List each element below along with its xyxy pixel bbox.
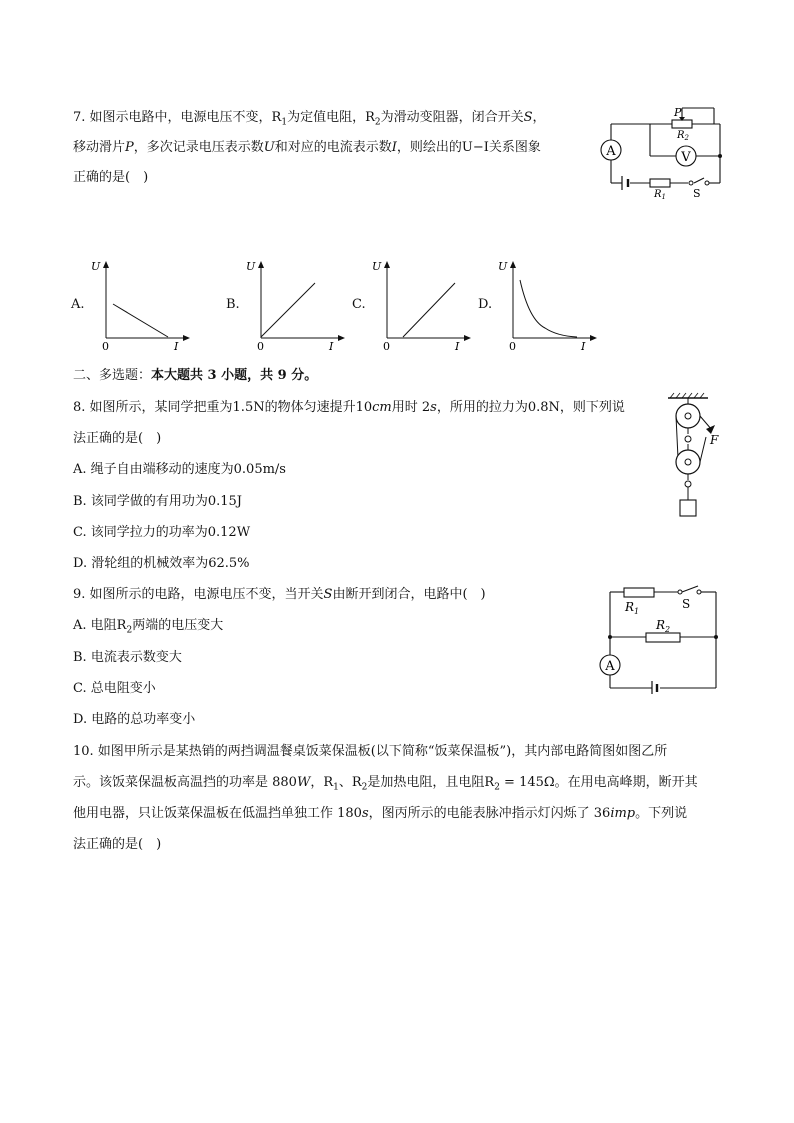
q7-circuit-diagram [596, 100, 728, 200]
svg-text:S: S [682, 597, 691, 611]
q7-line-3: 正确的是( ) [73, 170, 149, 185]
svg-text:I: I [329, 340, 334, 353]
svg-text:A: A [605, 659, 615, 674]
svg-text:0: 0 [102, 340, 109, 353]
q9-circuit-diagram [594, 582, 724, 694]
svg-text:U: U [372, 260, 382, 273]
q7-option-d-label[interactable]: D. [478, 297, 493, 312]
svg-text:A: A [606, 144, 616, 159]
q8-option-c[interactable]: C. 该同学拉力的功率为0.12W [73, 525, 251, 540]
q7-option-d-graph[interactable] [495, 258, 600, 353]
q10-line-2: 示。该饭菜保温板高温挡的功率是 880W，$R_1$、$R_2$是加热电阻，且电阻$R_2 = 145\Omega$。在用电高峰期，断开其 [73, 775, 698, 793]
svg-text:P: P [674, 106, 682, 119]
q7-line-2: 移动滑片P，多次记录电压表示数U和对应的电流表示数I，则绘出的U−I关系图象 [73, 140, 541, 155]
q8-line-1: 8. 如图所示，某同学把重为1.5N的物体匀速提升10cm用时 2s，所用的拉力为0.8N，则下列说 [73, 400, 625, 415]
q10-line-1: 10. 如图甲所示是某热销的两挡调温餐桌饭菜保温板(以下简称“饭菜保温板”)，其内部电路简图如图乙所 [73, 744, 668, 759]
q7-option-c-label[interactable]: C. [352, 297, 366, 312]
fixed-pulley-icon [676, 404, 700, 428]
svg-text:I: I [581, 340, 586, 353]
q8-pulley-diagram [660, 392, 730, 522]
svg-text:F: F [710, 433, 719, 447]
q8-option-a[interactable]: A. 绳子自由端移动的速度为0.05m/s [73, 462, 286, 477]
q7-option-b-graph[interactable] [243, 258, 348, 353]
svg-text:I: I [174, 340, 179, 353]
q7-option-a-label[interactable]: A. [71, 297, 85, 312]
weight-block [680, 500, 696, 516]
q9-option-c[interactable]: C. 总电阻变小 [73, 681, 156, 696]
q8-option-b[interactable]: B. 该同学做的有用功为0.15J [73, 494, 242, 509]
svg-text:U: U [498, 260, 508, 273]
svg-text:U: U [246, 260, 256, 273]
q7-option-b-label[interactable]: B. [226, 297, 240, 312]
q7-line-1: 7. 如图示电路中，电源电压不变，$R_1$为定值电阻，$R_2$为滑动变阻器，闭合开关S， [73, 110, 546, 128]
q10-line-3: 他用电器，只让饭菜保温板在低温挡单独工作 180s，图丙所示的电能表脉冲指示灯闪烁了 36imp。下列说 [73, 806, 688, 821]
q9-option-a[interactable]: A. 电阻$R_2$两端的电压变大 [73, 618, 224, 636]
q10-line-4: 法正确的是( ) [73, 837, 162, 852]
movable-pulley-icon [676, 450, 700, 474]
svg-text:R2: $R_2$ [656, 618, 671, 634]
svg-text:U: U [91, 260, 101, 273]
q9-option-d[interactable]: D. 电路的总功率变小 [73, 712, 196, 727]
q8-option-d[interactable]: D. 滑轮组的机械效率为62.5% [73, 556, 250, 571]
q8-line-2: 法正确的是( ) [73, 431, 162, 446]
svg-text:V: V [681, 150, 691, 165]
q9-line-1: 9. 如图所示的电路，电源电压不变，当开关S由断开到闭合，电路中( ) [73, 587, 486, 602]
q9-option-b[interactable]: B. 电流表示数变大 [73, 650, 182, 665]
q7-option-a-graph[interactable] [88, 258, 193, 353]
svg-text:R2: $R_2$ [677, 130, 689, 142]
q7-option-c-graph[interactable] [369, 258, 474, 353]
svg-text:0: 0 [383, 340, 390, 353]
svg-text:R1: $R_1$ [654, 189, 666, 200]
svg-text:R1: $R_1$ [625, 600, 640, 616]
svg-text:I: I [455, 340, 460, 353]
svg-text:0: 0 [509, 340, 516, 353]
svg-text:0: 0 [257, 340, 264, 353]
section-heading: 二、多选题：本大题共 3 小题，共 9 分。 [73, 368, 318, 383]
svg-text:S: S [693, 187, 701, 200]
